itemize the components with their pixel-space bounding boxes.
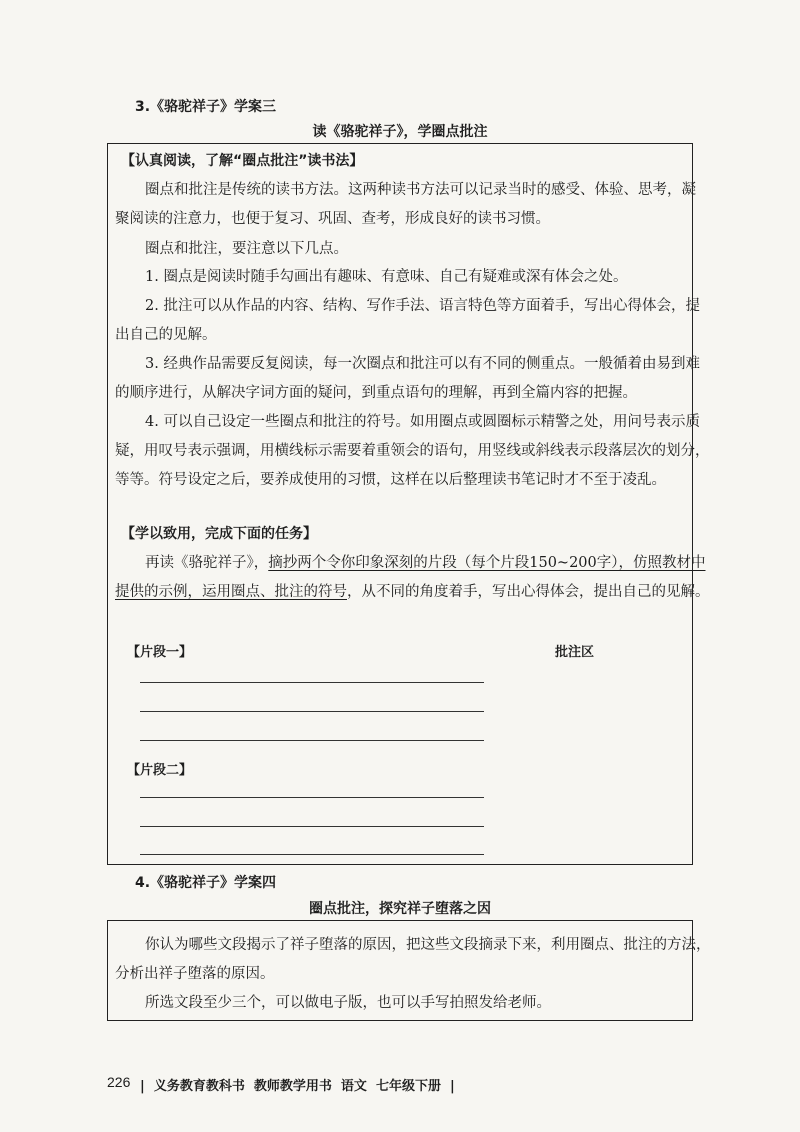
footer-book-info: | 义务教育教科书 教师教学用书 语文 七年级下册 | bbox=[140, 1079, 455, 1094]
section4-line-3: 所选文段至少三个，可以做电子版，也可以手写拍照发给老师。 bbox=[145, 995, 551, 1011]
point-1: 1. 圈点是阅读时随手勾画出有趣味、有意味、自己有疑难或深有体会之处。 bbox=[145, 269, 628, 285]
intro-line-1: 圈点和批注是传统的读书方法。这两种读书方法可以记录当时的感受、体验、思考，凝 bbox=[145, 182, 696, 198]
fragment-2-writing-line bbox=[140, 797, 484, 798]
point-3-line-2: 的顺序进行，从解决字词方面的疑问，到重点语句的理解，再到全篇内容的把握。 bbox=[115, 385, 637, 401]
section4-subtitle: 圈点批注，探究祥子堕落之因 bbox=[309, 901, 491, 917]
fragment-2-writing-line bbox=[140, 826, 484, 827]
point-4-line-1: 4. 可以自己设定一些圈点和批注的符号。如用圈点或圆圈标示精警之处，用问号表示质 bbox=[145, 414, 700, 430]
point-2-line-2: 出自己的见解。 bbox=[115, 327, 217, 343]
footer-book-info-text: 义务教育教科书 教师教学用书 语文 七年级下册 bbox=[153, 1079, 441, 1094]
point-2-line-1: 2. 批注可以从作品的内容、结构、写作手法、语言特色等方面着手，写出心得体会，提 bbox=[145, 298, 700, 314]
section4-line-2: 分析出祥子堕落的原因。 bbox=[115, 966, 275, 982]
point-3-line-1: 3. 经典作品需要反复阅读，每一次圈点和批注可以有不同的侧重点。一般循着由易到难 bbox=[145, 356, 700, 372]
point-4-line-3: 等等。符号设定之后，要养成使用的习惯，这样在以后整理读书笔记时才不至于凌乱。 bbox=[115, 472, 666, 488]
annotation-area-label: 批注区 bbox=[555, 645, 595, 660]
part1-heading: 【认真阅读，了解“圈点批注”读书法】 bbox=[121, 153, 364, 169]
fragment-1-label: 【片段一】 bbox=[127, 645, 193, 660]
intro-line-2: 聚阅读的注意力，也便于复习、巩固、查考，形成良好的读书习惯。 bbox=[115, 211, 550, 227]
section4-line-1: 你认为哪些文段揭示了祥子堕落的原因，把这些文段摘录下来，利用圈点、批注的方法， bbox=[145, 937, 711, 953]
section4-heading: 4.《骆驼祥子》学案四 bbox=[135, 875, 277, 891]
task-line-2-underlined: 提供的示例，运用圈点、批注的符号 bbox=[115, 584, 347, 600]
fragment-2-label: 【片段二】 bbox=[127, 763, 193, 778]
task-line-1-underlined: 摘抄两个令你印象深刻的片段（每个片段150~200字），仿照教材中 bbox=[268, 555, 706, 571]
part2-heading: 【学以致用，完成下面的任务】 bbox=[121, 526, 317, 542]
page-number: 226 bbox=[107, 1074, 131, 1090]
section3-subtitle: 读《骆驼祥子》，学圈点批注 bbox=[312, 124, 488, 140]
task-line-2 bbox=[115, 581, 710, 603]
task-line-1 bbox=[145, 552, 706, 574]
fragment-1-writing-line bbox=[140, 711, 484, 712]
fragment-1-writing-line bbox=[140, 740, 484, 741]
fragment-2-writing-line bbox=[140, 854, 484, 855]
task-line-1-plain: 再读《骆驼祥子》， bbox=[145, 555, 269, 571]
fragment-1-writing-line bbox=[140, 682, 484, 683]
point-4-line-2: 疑，用叹号表示强调，用横线标示需要着重领会的语句，用竖线或斜线表示段落层次的划分， bbox=[115, 443, 710, 459]
points-lead: 圈点和批注，要注意以下几点。 bbox=[145, 241, 348, 257]
section3-heading: 3.《骆驼祥子》学案三 bbox=[135, 99, 277, 115]
task-line-2-plain: ，从不同的角度着手，写出心得体会，提出自己的见解。 bbox=[347, 584, 710, 600]
